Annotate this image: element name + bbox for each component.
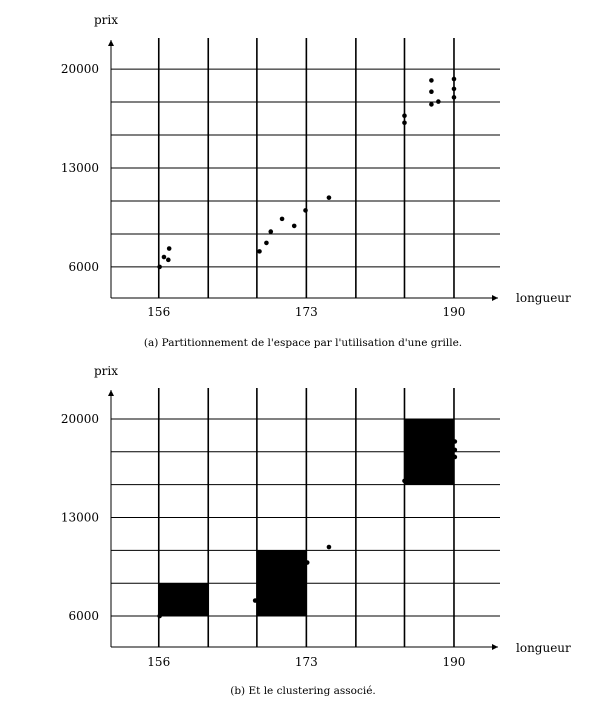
panel-b-data-point-6 bbox=[453, 439, 458, 444]
panel-b-x-tick-label-2: 173 bbox=[294, 655, 318, 669]
panel-b-y-tick-label-1: 6000 bbox=[68, 609, 99, 624]
panel-b-y-tick-label-3: 20000 bbox=[60, 411, 99, 426]
panel-a-data-point-14 bbox=[429, 78, 434, 83]
panel-a-data-point-20 bbox=[452, 95, 457, 100]
panel-b-x-axis-label: longueur bbox=[516, 641, 571, 655]
panel-a-data-point-9 bbox=[292, 224, 297, 229]
panel-b-dense-cell-1 bbox=[159, 583, 208, 616]
panel-a-data-point-10 bbox=[303, 208, 308, 213]
panel-a-x-axis-label: longueur bbox=[516, 291, 571, 305]
panel-b-y-tick-label-2: 13000 bbox=[60, 510, 99, 525]
panel-a-data-point-5 bbox=[257, 249, 262, 254]
panel-a-data-point-3 bbox=[166, 258, 171, 263]
panel-a-data-point-1 bbox=[157, 265, 162, 270]
panel-a-data-point-17 bbox=[436, 99, 441, 104]
panel-a-data-point-15 bbox=[429, 89, 434, 94]
panel-b-x-tick-label-1: 156 bbox=[147, 655, 171, 669]
panel-a-data-point-19 bbox=[452, 87, 457, 92]
panel-a-y-tick-label-3: 20000 bbox=[60, 62, 99, 77]
panel-b-data-point-2 bbox=[253, 598, 258, 603]
panel-a-data-point-4 bbox=[167, 246, 172, 251]
panel-a-y-tick-label-2: 13000 bbox=[60, 161, 99, 175]
panel-b-data-point-8 bbox=[453, 455, 458, 460]
panel-a-data-point-7 bbox=[268, 229, 273, 234]
panel-a-data-point-16 bbox=[429, 102, 434, 107]
panel-a-data-point-8 bbox=[280, 217, 285, 222]
panel-b-y-axis-label: prix bbox=[94, 364, 119, 378]
panel-a-data-point-11 bbox=[327, 195, 332, 200]
panel-b-data-point-4 bbox=[327, 545, 332, 550]
panel-b-data-point-1 bbox=[157, 614, 162, 619]
panel-b-data-point-3 bbox=[305, 560, 310, 565]
panel-a-data-point-6 bbox=[264, 241, 269, 246]
panel-a-x-tick-label-3: 190 bbox=[442, 305, 466, 319]
panel-a-y-axis-label: prix bbox=[94, 13, 119, 27]
panel-a-caption: (a) Partitionnement de l'espace par l'utilisation d'une grille. bbox=[143, 337, 463, 349]
panel-a-data-point-13 bbox=[402, 120, 407, 125]
panel-b-data-point-7 bbox=[453, 448, 458, 453]
panel-a-grid-chart bbox=[61, 13, 571, 349]
panel-a-y-tick-label-1: 6000 bbox=[68, 259, 99, 274]
panel-a-x-tick-label-2: 173 bbox=[294, 305, 318, 319]
panel-a-data-point-18 bbox=[452, 77, 457, 82]
panel-a-data-point-12 bbox=[402, 113, 407, 118]
panel-b-cluster-chart bbox=[61, 364, 571, 697]
panel-b-data-point-5 bbox=[402, 479, 407, 484]
panel-a-x-tick-label-1: 156 bbox=[147, 305, 171, 319]
panel-b-caption: (b) Et le clustering associé. bbox=[230, 685, 376, 697]
panel-a-data-point-2 bbox=[162, 255, 167, 260]
panel-b-x-tick-label-3: 190 bbox=[442, 655, 466, 669]
